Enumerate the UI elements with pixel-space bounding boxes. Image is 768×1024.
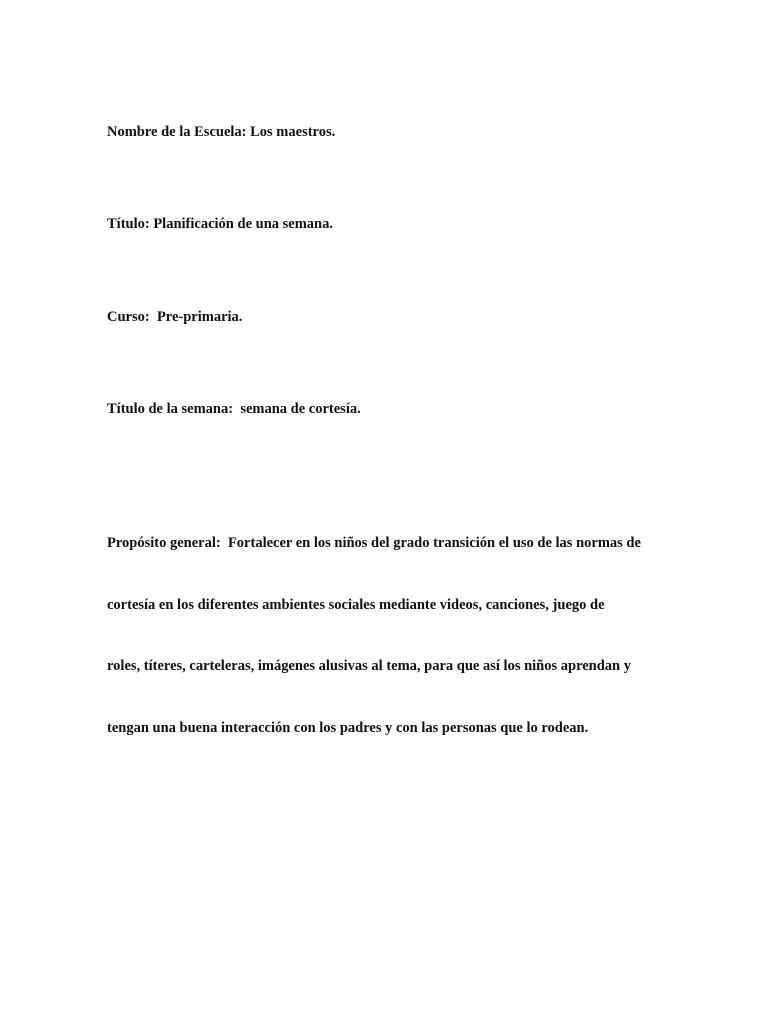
- plan-title-line: Título: Planificación de una semana.: [107, 216, 333, 232]
- purpose-text-line: Propósito general: Fortalecer en los niños del grado transición el uso de las normas de: [107, 535, 641, 551]
- school-name-line: Nombre de la Escuela: Los maestros.: [107, 124, 336, 140]
- general-purpose-paragraph: [107, 492, 667, 779]
- purpose-text-line: tengan una buena interacción con los padres y con las personas que lo rodean.: [107, 719, 589, 736]
- purpose-text-line: cortesía en los diferentes ambientes sociales mediante videos, canciones, juego de: [107, 596, 605, 613]
- week-title-line: Título de la semana: semana de cortesía.: [107, 401, 361, 417]
- course-line: Curso: Pre-primaria.: [107, 309, 243, 325]
- purpose-text-line: roles, títeres, carteleras, imágenes alusivas al tema, para que así los niños aprendan y: [107, 658, 631, 674]
